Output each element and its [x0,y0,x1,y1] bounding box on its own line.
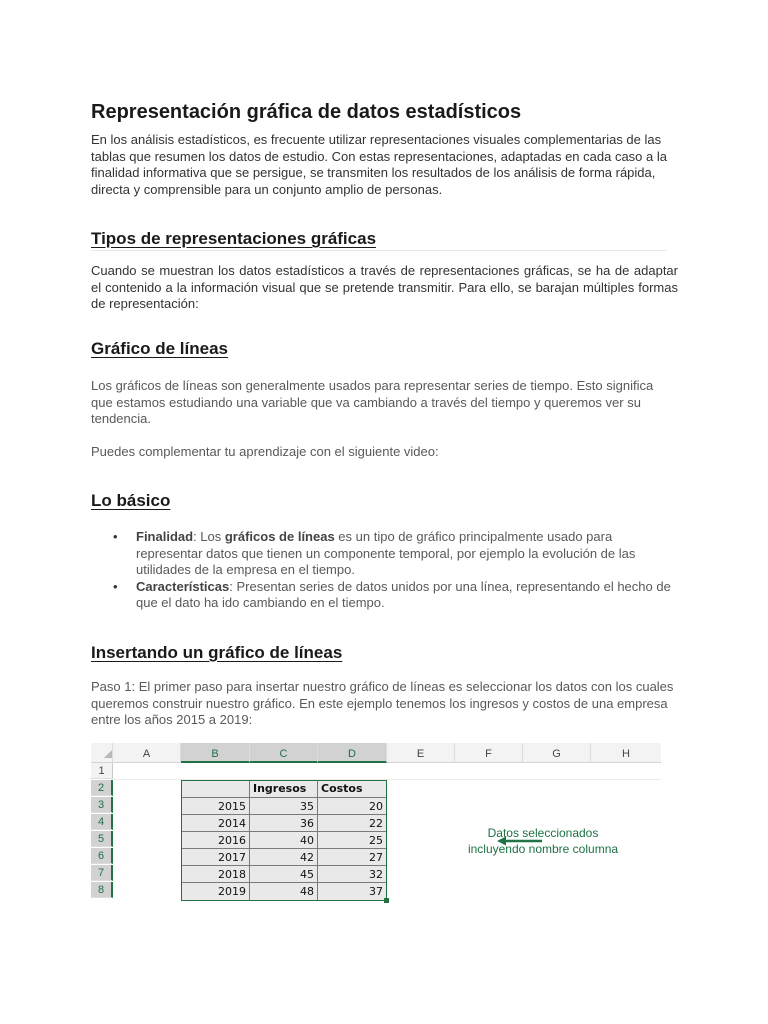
cell-ingresos[interactable]: 45 [300,868,314,881]
cell-costos[interactable]: 25 [369,834,383,847]
fill-handle[interactable] [384,898,389,903]
column-header-h[interactable]: H [622,748,630,760]
page-title: Representación gráfica de datos estadísticos [91,101,522,123]
list-item: • Características: Presentan series de datos unidos por una línea, representando el hecho de que el dato ha ido cambiando en el tiempo. [113,579,673,612]
column-header-f[interactable]: F [455,743,523,763]
video-paragraph: Puedes complementar tu aprendizaje con el siguiente video: [91,444,439,459]
selection-note: Datos seleccionados incluyendo nombre columna [467,826,619,856]
column-header-b[interactable]: B [181,743,250,763]
cell-year[interactable]: 2015 [218,800,246,813]
cell-ingresos[interactable]: 35 [300,800,314,813]
header-ingresos[interactable]: Ingresos [253,782,307,795]
column-header-a[interactable]: A [113,743,181,763]
cell-costos[interactable]: 27 [369,851,383,864]
heading-divider [91,250,667,251]
intro-paragraph: En los análisis estadísticos, es frecuente utilizar representaciones visuales complementarias de las tablas que resumen los datos de estudio. Con estas representaciones, adaptadas en cada caso a la finalidad informativa que se persigue, se transmiten los resultados de los análisis de forma rápida, directa y comprensible para un conjunto amplio de personas. [91,132,667,197]
row-header-1[interactable]: 1 [91,763,113,779]
lineas-paragraph: Los gráficos de líneas son generalmente usados para representar series de tiempo. Esto significa que estamos estudiando una variable que va cambiando a través del tiempo y queremos ver su tendencia. [91,378,654,426]
heading-lineas: Gráfico de líneas [91,339,228,358]
heading-tipos: Tipos de representaciones gráficas [91,229,377,248]
spreadsheet-screenshot [91,743,661,901]
list-item: • Finalidad: Los gráficos de líneas es un tipo de gráfico principalmente usado para representar datos que tienen un componente temporal, por ejemplo la evolución de las utilidades de la empresa en el tiempo. [113,529,673,579]
column-header-d[interactable]: D [318,743,387,763]
cell-ingresos[interactable]: 40 [300,834,314,847]
paso1-paragraph: Paso 1: El primer paso para insertar nuestro gráfico de líneas es seleccionar los datos con los cuales queremos construir nuestro gráfico. En este ejemplo tenemos los ingresos y costos de una empresa entre los años 2015 a 2019: [91,679,674,727]
heading-basico: Lo básico [91,491,171,510]
row-header-8[interactable]: 8 [91,882,113,898]
heading-insertando: Insertando un gráfico de líneas [91,643,343,662]
column-header-bar [91,743,661,763]
select-all-corner[interactable] [91,743,113,763]
row-header-3[interactable]: 3 [91,797,113,813]
cell-year[interactable]: 2019 [218,885,246,898]
cell-year[interactable]: 2014 [218,817,246,830]
row-header-7[interactable]: 7 [91,865,113,881]
cell-costos[interactable]: 20 [369,800,383,813]
column-header-c[interactable]: C [250,743,318,763]
header-costos[interactable]: Costos [321,782,363,795]
basics-list [113,529,673,612]
row-header-6[interactable]: 6 [91,848,113,864]
tipos-paragraph: Cuando se muestran los datos estadísticos a través de representaciones gráficas, se ha de adaptar el contenido a la información visual que se pretende transmitir. Para ello, se barajan múltiples formas de representación: [91,263,678,311]
cell-ingresos[interactable]: 36 [300,817,314,830]
cell-year[interactable]: 2016 [218,834,246,847]
cell-ingresos[interactable]: 48 [300,885,314,898]
cell-ingresos[interactable]: 42 [300,851,314,864]
column-header-e[interactable]: E [387,743,455,763]
cell-costos[interactable]: 32 [369,868,383,881]
corner-triangle-icon [104,750,112,758]
column-header-g[interactable]: G [523,743,591,763]
cell-year[interactable]: 2018 [218,868,246,881]
row-header-5[interactable]: 5 [91,831,113,847]
cell-costos[interactable]: 37 [369,885,383,898]
cell-year[interactable]: 2017 [218,851,246,864]
cell-costos[interactable]: 22 [369,817,383,830]
row-header-2[interactable]: 2 [91,780,113,796]
row-header-4[interactable]: 4 [91,814,113,830]
